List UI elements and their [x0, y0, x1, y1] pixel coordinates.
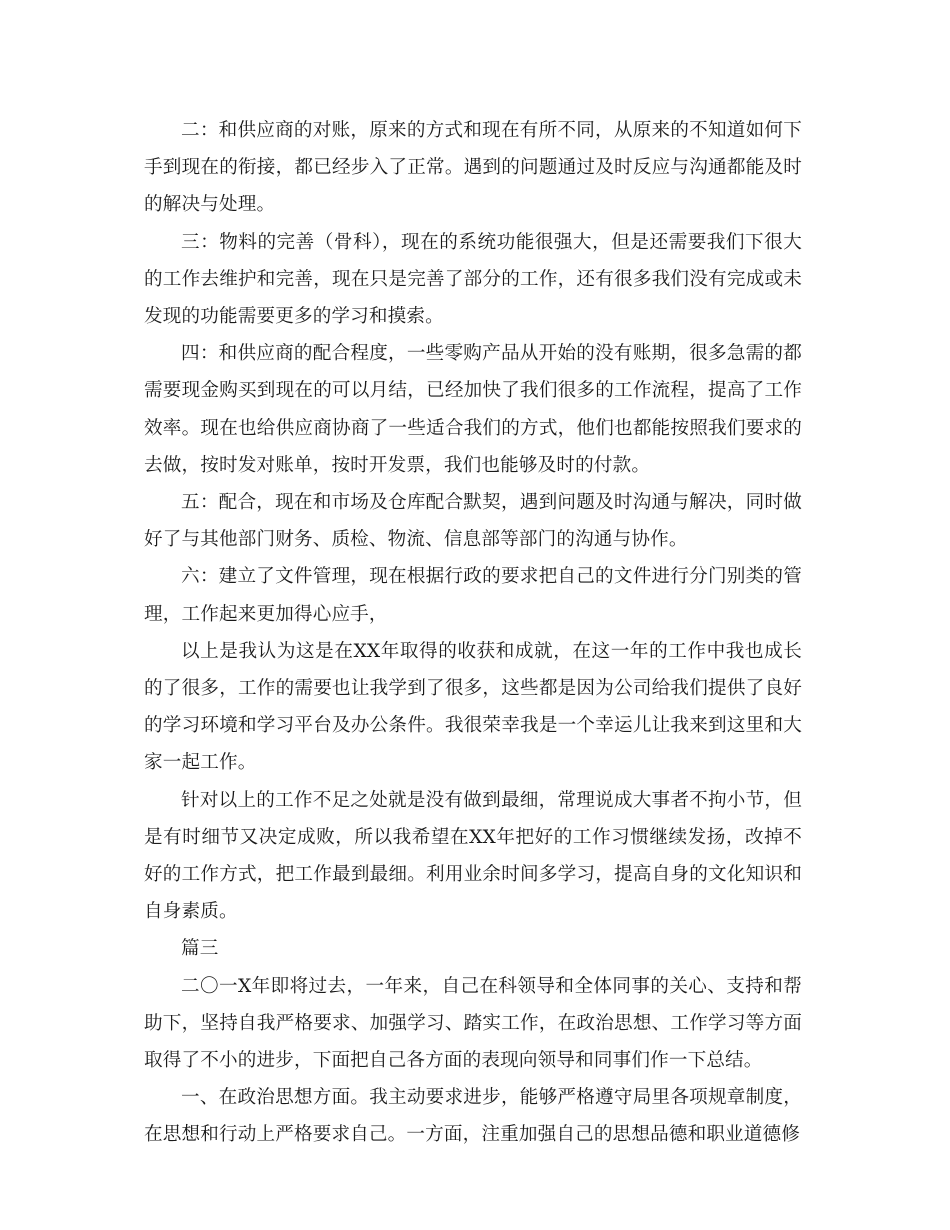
paragraph-shortcomings: 针对以上的工作不足之处就是没有做到最细，常理说成大事者不拘小节，但是有时细节又决定成败，所以我希望在XX年把好的工作习惯继续发扬，改掉不好的工作方式，把工作最到最细。利用业余时间多学习，提高自身的文化知识和自身素质。: [144, 789, 802, 923]
paragraph-file-management: 六：建立了文件管理，现在根据行政的要求把自己的文件进行分门别类的管理，工作起来更加得心应手，: [144, 566, 802, 625]
paragraph-materials: 三：物料的完善（骨科），现在的系统功能很强大，但是还需要我们下很大的工作去维护和完善，现在只是完善了部分的工作，还有很多我们没有完成或未发现的功能需要更多的学习和摸索。: [144, 231, 802, 328]
paragraph-reconciliation: 二：和供应商的对账，原来的方式和现在有所不同，从原来的不知道如何下手到现在的衔接，都已经步入了正常。遇到的问题通过及时反应与沟通都能及时的解决与处理。: [144, 120, 802, 216]
paragraph-year-summary: 二〇一X年即将过去，一年来，自己在科领导和全体同事的关心、支持和帮助下，坚持自我严格要求、加强学习、踏实工作，在政治思想、工作学习等方面取得了不小的进步，下面把自己各方面的表现向领导和同事们作一下总结。: [144, 975, 802, 1072]
document-body: [144, 112, 802, 1154]
paragraph-supplier-cooperation: 四：和供应商的配合程度，一些零购产品从开始的没有账期，很多急需的都需要现金购买到现在的可以月结，已经加快了我们很多的工作流程，提高了工作效率。现在也给供应商协商了一些适合我们的方式，他们也都能按照我们要求的去做，按时发对账单，按时开发票，我们也能够及时的付款。: [144, 343, 802, 476]
section-heading: 篇三: [181, 938, 219, 960]
paragraph-achievements: 以上是我认为这是在XX年取得的收获和成就，在这一年的工作中我也成长的了很多，工作的需要也让我学到了很多，这些都是因为公司给我们提供了良好的学习环境和学习平台及办公条件。我很荣幸我是一个幸运儿让我来到这里和大家一起工作。: [144, 640, 802, 774]
paragraph-political-thought: 一、在政治思想方面。我主动要求进步，能够严格遵守局里各项规章制度，在思想和行动上严格要求自己。一方面，注重加强自己的思想品德和职业道德修: [144, 1087, 802, 1146]
paragraph-coordination: 五：配合，现在和市场及仓库配合默契，遇到问题及时沟通与解决，同时做好了与其他部门财务、质检、物流、信息部等部门的沟通与协作。: [144, 492, 802, 551]
